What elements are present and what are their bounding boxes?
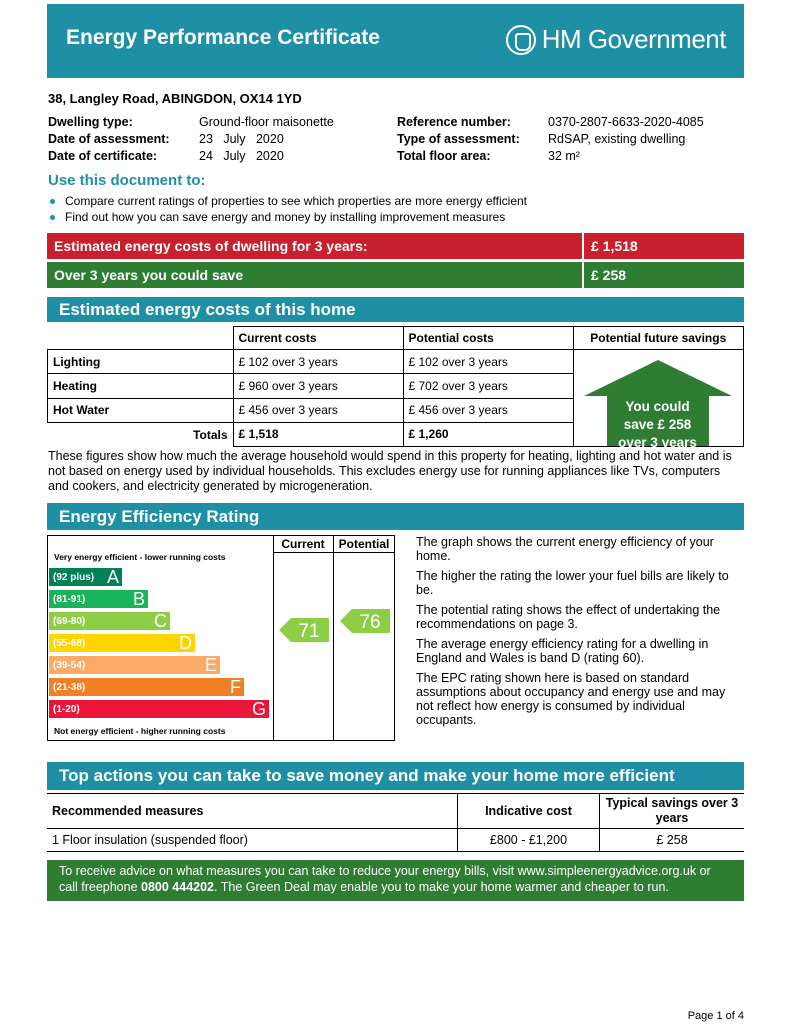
- actions-heading: Top actions you can take to save money and make your home more efficient: [47, 762, 744, 790]
- potential-rating-arrow: [340, 609, 390, 633]
- could-save-bar: Over 3 years you could save £ 258: [47, 262, 744, 288]
- eer-paragraph: The EPC rating shown here is based on standard assumptions about occupancy and energy use and may not reflect how energy is consumed by individual occupants.: [416, 671, 726, 727]
- eer-band-b: [49, 590, 148, 608]
- table-row: 1 Floor insulation (suspended floor) £800 - £1,200 £ 258: [47, 829, 744, 852]
- bullet-icon: [50, 199, 55, 204]
- eer-paragraph: The average energy efficiency rating for a dwelling in England and Wales is band D (rating 60).: [416, 637, 709, 665]
- eer-band-range: (81-91): [53, 593, 86, 605]
- details-left: [48, 114, 334, 165]
- detail-row: Dwelling type: Ground-floor maisonette: [48, 115, 334, 129]
- eer-band-e: [49, 656, 220, 674]
- actions-table: [47, 793, 744, 852]
- eer-explanation: [416, 535, 744, 727]
- royal-crest-icon: [506, 25, 536, 55]
- list-item: Compare current ratings of properties to see which properties are more energy efficient: [48, 193, 527, 209]
- eer-band-range: (1-20): [53, 703, 80, 715]
- eer-band-letter: D: [179, 632, 192, 653]
- costs-heading: Estimated energy costs of this home: [47, 297, 744, 322]
- page-title: Energy Performance Certificate: [66, 26, 380, 49]
- column-header: Potential future savings: [573, 327, 744, 350]
- detail-row: Date of assessment: 23 July 2020: [48, 132, 284, 146]
- eer-band-letter: G: [251, 698, 266, 719]
- detail-row: Reference number: 0370-2807-6633-2020-4085: [397, 115, 704, 129]
- column-header: Potential costs: [403, 327, 573, 350]
- potential-rating-value: 76: [359, 612, 381, 633]
- eer-chart: [47, 535, 395, 741]
- eer-band-range: (39-54): [53, 659, 86, 671]
- details-right: [397, 114, 704, 165]
- costs-table: [47, 326, 744, 450]
- eer-paragraph: The potential rating shows the effect of undertaking the recommendations on page 3.: [416, 603, 721, 631]
- eer-band-c: [49, 612, 170, 630]
- eer-band-g: [49, 700, 269, 718]
- use-document-heading: Use this document to:: [48, 172, 206, 189]
- eer-band-a: [49, 568, 122, 586]
- eer-band-range: (92 plus): [53, 571, 95, 583]
- estimated-costs-bar: Estimated energy costs of dwelling for 3 years: £ 1,518: [47, 233, 744, 259]
- eer-top-note: Very energy efficient - lower running costs: [54, 552, 226, 562]
- eer-paragraph: The graph shows the current energy efficiency of your home.: [416, 535, 714, 563]
- column-header: Recommended measures: [47, 794, 458, 829]
- page-number: Page 1 of 4: [687, 1010, 744, 1022]
- eer-paragraph: The higher the rating the lower your fuel bills are likely to be.: [416, 569, 729, 597]
- potential-column-header: Potential: [338, 537, 390, 551]
- eer-band-letter: C: [154, 610, 167, 631]
- eer-band-f: [49, 678, 244, 696]
- header-banner: [47, 4, 744, 78]
- eer-band-letter: F: [230, 676, 241, 697]
- current-column-header: Current: [281, 537, 325, 551]
- detail-row: Date of certificate: 24 July 2020: [48, 149, 284, 163]
- current-rating-arrow: [279, 618, 329, 642]
- advice-bar: To receive advice on what measures you can take to reduce your energy bills, visit www.simpleenergyadvice.org.uk or call freephone 0800 444202. The Green Deal may enable you to make your home warmer and cheaper to run.: [47, 860, 744, 901]
- eer-band-range: (69-80): [53, 615, 86, 627]
- list-item: Find out how you can save energy and money by installing improvement measures: [48, 209, 527, 225]
- eer-band-letter: B: [132, 588, 145, 609]
- totals-row: Totals £ 1,518 £ 1,260: [48, 422, 744, 446]
- table-row: Heating £ 960 over 3 years £ 702 over 3 years: [48, 374, 744, 398]
- eer-band-range: (21-38): [53, 681, 86, 693]
- table-row: Hot Water £ 456 over 3 years £ 456 over 3 years: [48, 398, 744, 422]
- property-address: 38, Langley Road, ABINGDON, OX14 1YD: [48, 91, 302, 106]
- eer-band-range: (55-68): [53, 637, 86, 649]
- freephone-number: 0800 444202: [141, 880, 215, 894]
- column-header: Typical savings over 3 years: [600, 794, 745, 829]
- bullet-icon: [50, 215, 55, 220]
- table-row: Lighting £ 102 over 3 years £ 102 over 3 years You could save £ 258 over 3 years: [48, 350, 744, 374]
- eer-heading: Energy Efficiency Rating: [47, 503, 744, 530]
- column-header: Indicative cost: [458, 794, 600, 829]
- savings-arrow: You could save £ 258 over 3 years: [574, 350, 744, 446]
- eer-band-d: [49, 634, 195, 652]
- eer-bottom-note: Not energy efficient - higher running costs: [54, 726, 226, 736]
- detail-row: Type of assessment: RdSAP, existing dwelling: [397, 132, 686, 146]
- column-header: Current costs: [233, 327, 403, 350]
- eer-band-letter: E: [204, 654, 217, 675]
- detail-row: Total floor area: 32 m²: [397, 149, 580, 163]
- use-document-list: [48, 193, 527, 225]
- current-rating-value: 71: [298, 621, 320, 642]
- hm-government-logo: HM Government: [506, 24, 726, 55]
- costs-note: These figures show how much the average household would spend in this property for heating, lighting and hot water and is not based on energy used by individual households. This excludes energy use for running appliances like TVs, computers and cookers, and electricity generated by microgeneration.: [48, 449, 732, 493]
- eer-band-letter: A: [106, 566, 119, 587]
